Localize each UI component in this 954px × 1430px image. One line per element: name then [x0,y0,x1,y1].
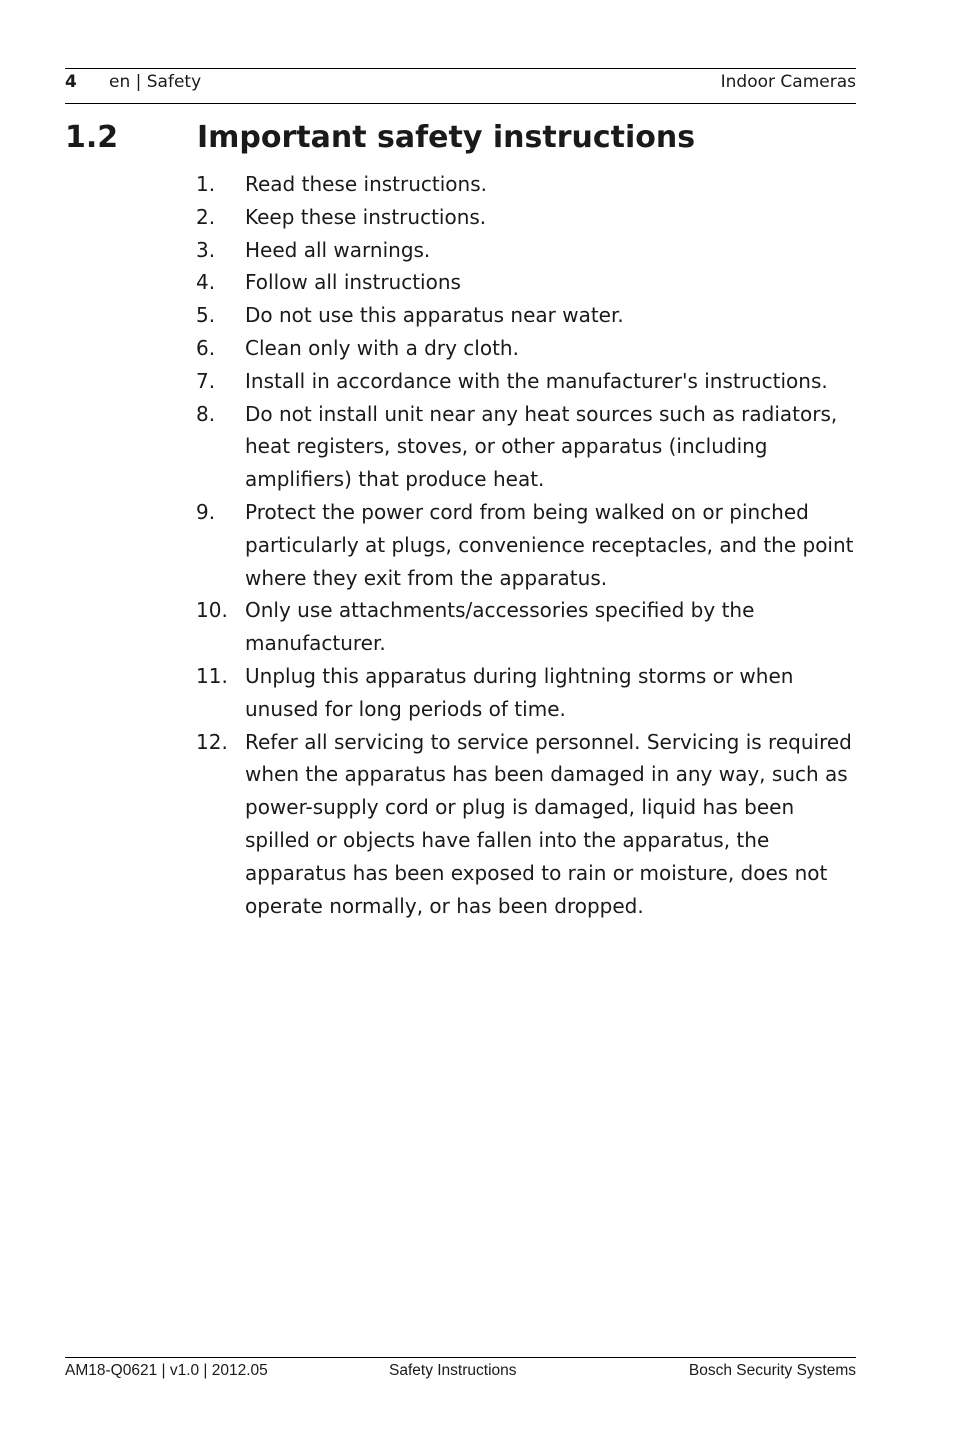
item-number: 3. [196,237,216,262]
item-number: 5. [196,303,216,328]
item-number: 6. [196,335,216,360]
item-text: Read these instructions. [245,172,487,196]
section-number: 1.2 [65,120,119,155]
list-item [196,365,856,398]
item-number: 1. [196,172,216,196]
item-text: Keep these instructions. [245,204,487,229]
item-text: Only use attachments/accessories specified by the manufacturer. [245,598,755,656]
page-header [65,68,856,104]
item-text: Install in accordance with the manufacturer's instructions. [245,368,828,393]
item-number: 8. [196,401,216,426]
page-number: 4 [65,72,77,92]
item-text: Do not use this apparatus near water. [245,303,624,328]
item-number: 7. [196,368,216,393]
list-item [196,594,856,660]
item-number: 2. [196,204,216,229]
footer-company: Bosch Security Systems [688,1362,856,1379]
section-title: Important safety instructions [197,120,696,155]
item-number: 11. [196,663,228,688]
list-item [196,299,856,332]
item-text: Heed all warnings. [245,237,431,262]
document-title: Indoor Cameras [720,72,856,92]
list-item [196,496,856,594]
item-text: Follow all instructions [245,270,461,295]
list-item [196,234,856,267]
item-number: 9. [196,499,216,524]
section-label: en | Safety [109,72,202,92]
item-text: Unplug this apparatus during lightning storms or when unused for long periods of time. [245,663,794,721]
list-item [196,726,856,923]
item-number: 12. [196,729,228,754]
item-text: Do not install unit near any heat sources such as radiators, heat registers, stoves, or other apparatus (including amplifiers) that produce heat. [245,401,838,492]
page-footer [65,1357,856,1388]
item-number: 10. [196,598,228,623]
instruction-list [196,168,856,922]
list-item [196,398,856,496]
item-text: Clean only with a dry cloth. [245,335,519,360]
footer-doc-id: AM18-Q0621 | v1.0 | 2012.05 [65,1362,268,1379]
footer-chapter: Safety Instructions [389,1362,517,1379]
item-number: 4. [196,270,216,295]
list-item [196,332,856,365]
list-item [196,660,856,726]
list-item [196,168,856,201]
item-text: Refer all servicing to service personnel. Servicing is required when the apparatus has been damaged in any way, such as power-supply cord or plug is damaged, liquid has been spilled or objects have fallen into the apparatus, the apparatus has been exposed to rain or moisture, does not operate normally, or has been dropped. [245,729,852,918]
list-item [196,201,856,234]
list-item [196,266,856,299]
item-text: Protect the power cord from being walked on or pinched particularly at plugs, convenience receptacles, and the point where they exit from the apparatus. [245,499,854,590]
